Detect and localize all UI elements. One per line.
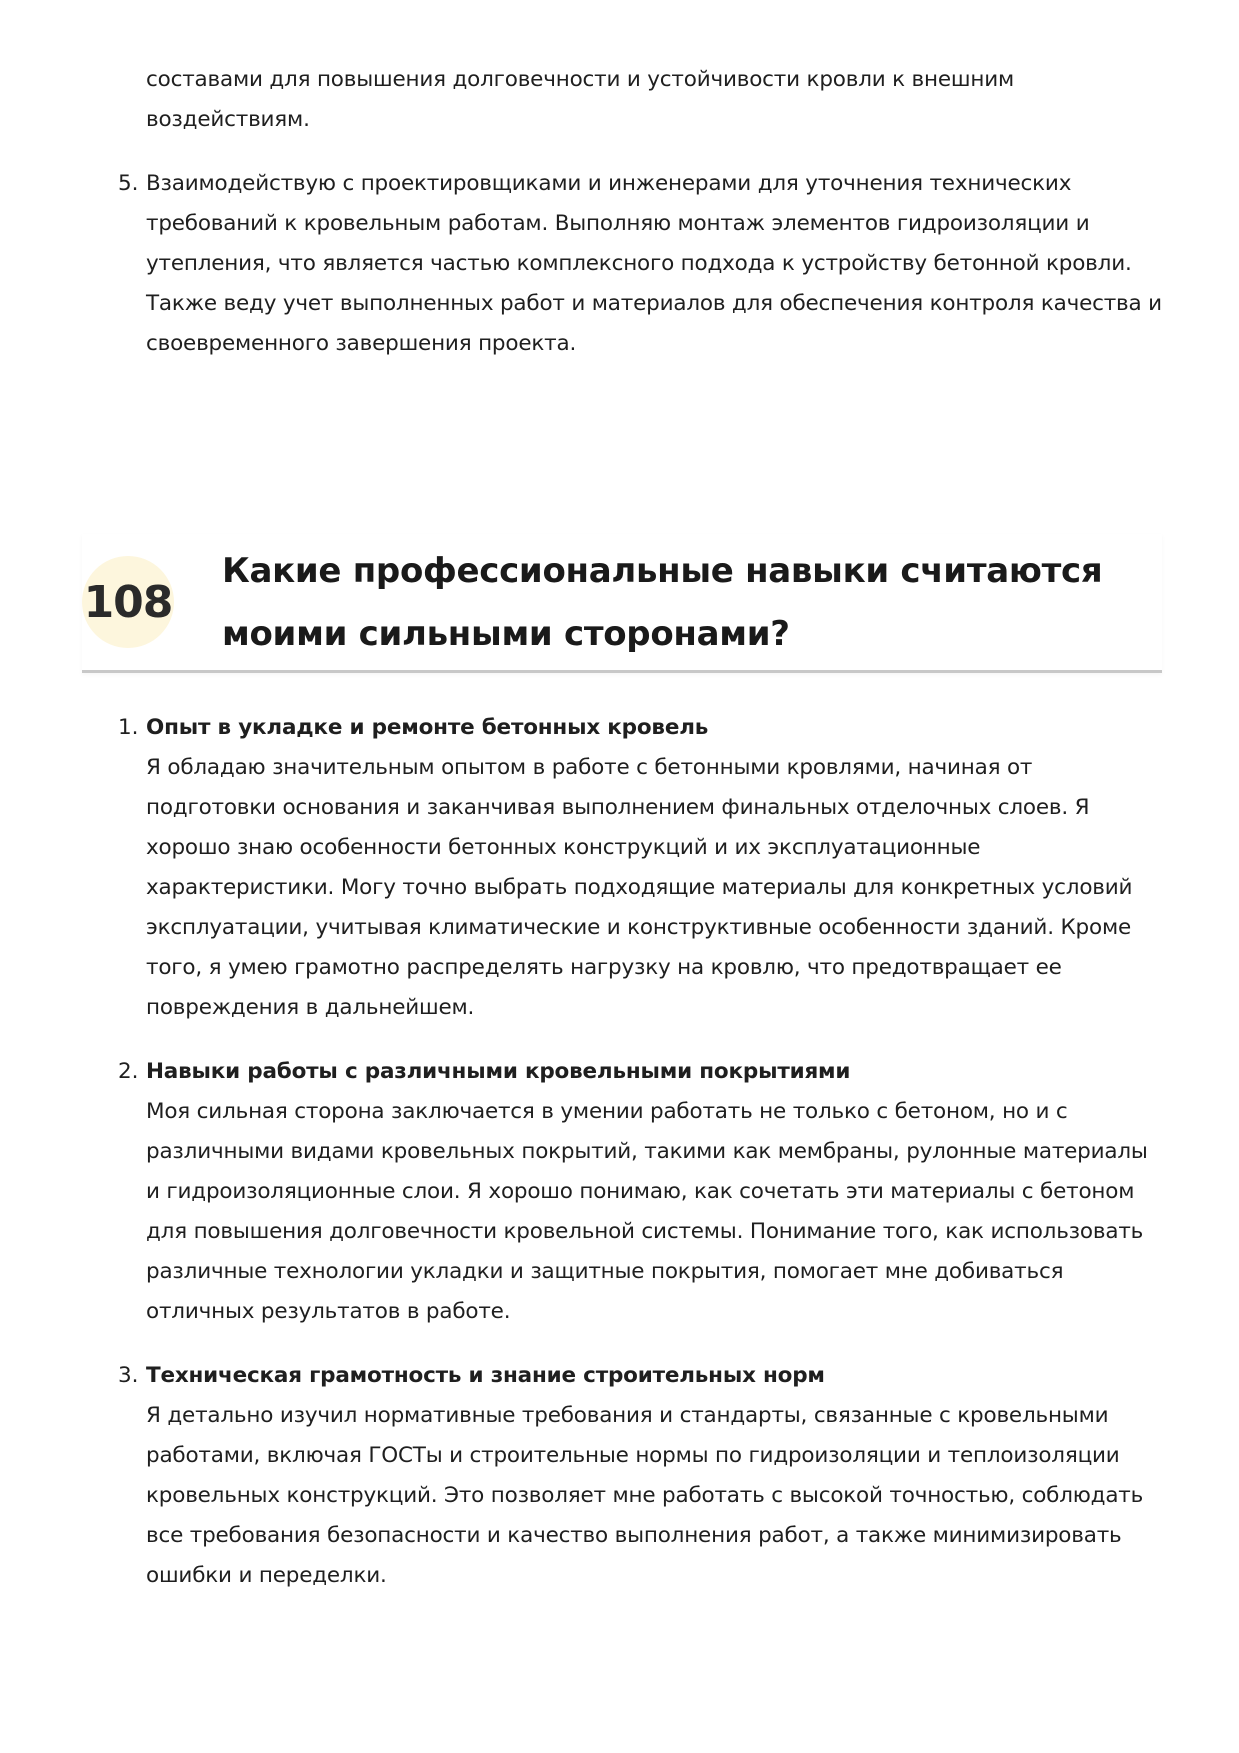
list-number: 5. bbox=[118, 171, 139, 196]
list-item-title: Навыки работы с различными кровельными покрытиями bbox=[146, 1059, 851, 1084]
list-item-text: Я обладаю значительным опытом в работе с бетонными кровлями, начиная от подготовки основания и заканчивая выполнением финальных отделочных слоев. Я хорошо знаю особенности бетонных конструкций и их эксплуатационные характеристики. Могу точно выбрать подходящие материалы для конкретных условий эксплуатации, учитывая климатические и конструктивные особенности зданий. Кроме того, я умею грамотно распределять нагрузку на кровлю, что предотвращает ее повреждения в дальнейшем. bbox=[146, 755, 1133, 1020]
list-item bbox=[146, 708, 1166, 1028]
question-number-badge: 108 bbox=[82, 556, 174, 648]
list-number: 1. bbox=[118, 715, 139, 740]
list-number: 3. bbox=[118, 1363, 139, 1388]
list-item-text: Взаимодействую с проектировщиками и инженерами для уточнения технических требований к кровельным работам. Выполняю монтаж элементов гидроизоляции и утепления, что является частью комплексного подхода к устройству бетонной кровли. Также веду учет выполненных работ и материалов для обеспечения контроля качества и своевременного завершения проекта. bbox=[146, 171, 1162, 356]
list-item bbox=[146, 1356, 1166, 1596]
section-title: Какие профессиональные навыки считаются моими сильными сторонами? bbox=[222, 551, 1103, 654]
list-item-title: Техническая грамотность и знание строительных норм bbox=[146, 1363, 825, 1388]
list-number: 2. bbox=[118, 1059, 139, 1084]
paragraph-continuation: составами для повышения долговечности и устойчивости кровли к внешним воздействиям. bbox=[146, 67, 1015, 132]
list-item bbox=[146, 1052, 1166, 1332]
list-item-text: Моя сильная сторона заключается в умении работать не только с бетоном, но и с различными видами кровельных покрытий, такими как мембраны, рулонные материалы и гидроизоляционные слои. Я хорошо понимаю, как сочетать эти материалы с бетоном для повышения долговечности кровельной системы. Понимание того, как использовать различные технологии укладки и защитные покрытия, помогает мне добиваться отличных результатов в работе. bbox=[146, 1099, 1148, 1324]
list-item-text: Я детально изучил нормативные требования и стандарты, связанные с кровельными работами, включая ГОСТы и строительные нормы по гидроизоляции и теплоизоляции кровельных конструкций. Это позволяет мне работать с высокой точностью, соблюдать все требования безопасности и качество выполнения работ, а также минимизировать ошибки и переделки. bbox=[146, 1403, 1144, 1588]
list-item-title: Опыт в укладке и ремонте бетонных кровель bbox=[146, 715, 709, 740]
